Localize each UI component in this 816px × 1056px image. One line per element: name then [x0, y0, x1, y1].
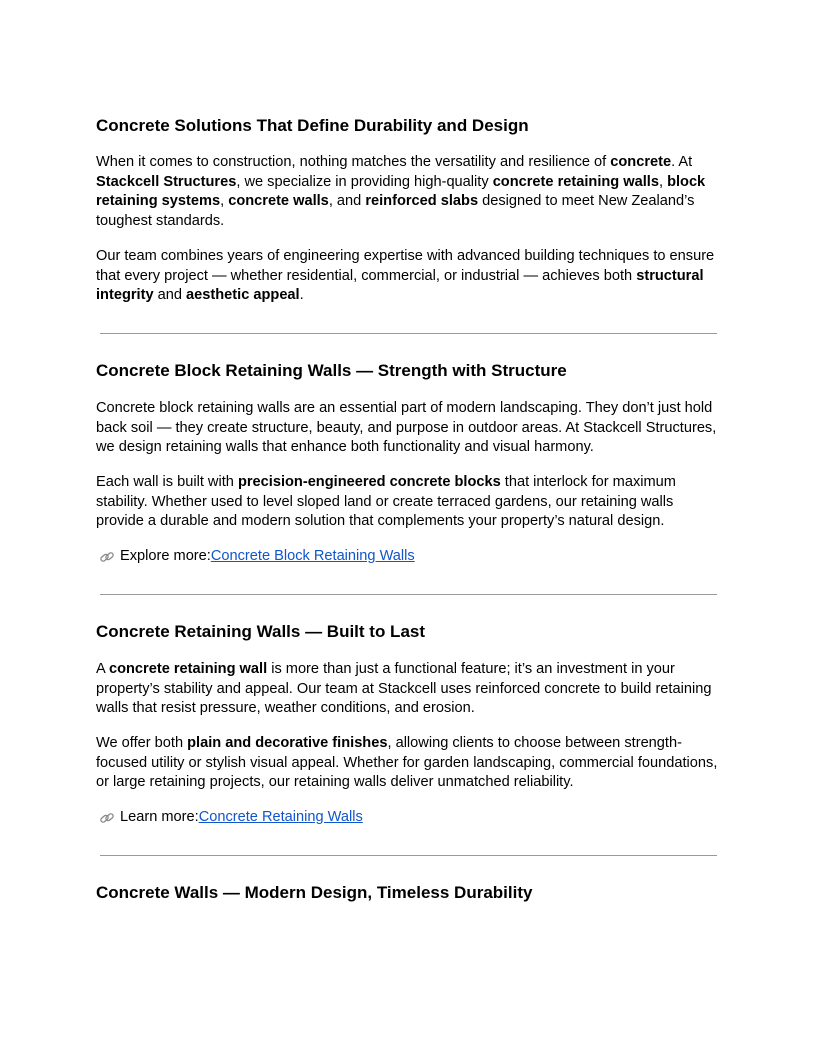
concrete-retaining-walls-link[interactable]: Concrete Retaining Walls: [198, 809, 363, 825]
text-run: .: [299, 287, 304, 304]
text-run: We offer both: [96, 735, 188, 751]
bold-text: block retaining systems: [96, 173, 706, 210]
section-title-concrete-walls: Concrete Walls — Modern Design, Timeless Durability: [96, 883, 533, 902]
bold-text: reinforced slabs: [365, 193, 479, 210]
learn-more-label: Learn more:: [120, 809, 199, 825]
text-run: ,: [658, 173, 668, 190]
section-title-concrete-solutions: Concrete Solutions That Define Durability and Design: [96, 116, 529, 135]
bold-text: concrete retaining walls: [492, 173, 659, 190]
text-run: is more than just a functional feature; it’s an investment in your property’s stability and appeal. Our team at Stackcell uses reinforced concrete to build retaining walls that resist pressure, weather conditions, and erosion.: [96, 661, 712, 717]
text-run: A: [96, 661, 109, 677]
team-paragraph: [96, 247, 724, 306]
text-run: Each wall is built with: [96, 474, 238, 490]
text-run: ,: [220, 193, 229, 210]
bold-text: structural integrity: [96, 267, 704, 304]
text-run: and: [153, 287, 187, 304]
text-run: , we specialize in providing high-quality: [236, 173, 493, 190]
explore-more-label: Explore more:: [120, 548, 211, 564]
text-run: , allowing clients to choose between strength-focused utility or stylish visual appeal. Whether for garden landscaping, commercial foundations, or large retaining projects, our retaining walls deliver unmatched reliability.: [96, 735, 718, 791]
link-icon: [99, 810, 115, 826]
text-run: that interlock for maximum stability. Whether used to level sloped land or create terraced gardens, our retaining walls provide a durable and modern solution that complements your property’s natural design.: [96, 474, 676, 530]
text-run: Our team combines years of engineering expertise with advanced building techniques to ensure that every project — whether residential, commercial, or industrial — achieves both: [96, 248, 715, 284]
bold-text: concrete walls: [228, 193, 329, 210]
bold-text: plain and decorative finishes: [187, 735, 388, 751]
learn-more-row: [96, 808, 724, 828]
bold-text: aesthetic appeal: [186, 287, 300, 304]
block-walls-paragraph-2: [96, 473, 724, 532]
block-walls-paragraph-1: [96, 399, 724, 458]
retaining-walls-paragraph-1: [96, 660, 724, 719]
section-title-concrete-retaining-walls: Concrete Retaining Walls — Built to Last: [96, 622, 426, 641]
explore-more-row: [96, 547, 724, 567]
text-run: When it comes to construction, nothing matches the versatility and resilience of: [96, 154, 611, 170]
divider: [100, 594, 717, 595]
concrete-block-retaining-walls-link[interactable]: Concrete Block Retaining Walls: [210, 548, 415, 564]
divider: [100, 855, 717, 856]
bold-text: precision-engineered concrete blocks: [237, 474, 501, 490]
text-run: , and: [328, 193, 366, 210]
bold-text: concrete: [610, 154, 672, 170]
divider: [100, 333, 717, 334]
link-icon: [99, 549, 115, 565]
text-run: Concrete block retaining walls are an essential part of modern landscaping. They don’t just hold back soil — they create structure, beauty, and purpose in outdoor areas. At Stackcell Structures, we design retaining walls that enhance both functionality and visual harmony.: [96, 400, 717, 456]
text-run: . At: [671, 154, 693, 170]
section-title-block-retaining-walls: Concrete Block Retaining Walls — Strength with Structure: [96, 361, 567, 380]
text-run: designed to meet New Zealand’s toughest standards.: [96, 193, 695, 229]
bold-text: concrete retaining wall: [108, 661, 268, 677]
retaining-walls-paragraph-2: [96, 734, 724, 793]
bold-text: Stackcell Structures: [96, 173, 237, 190]
intro-paragraph: [96, 153, 724, 231]
